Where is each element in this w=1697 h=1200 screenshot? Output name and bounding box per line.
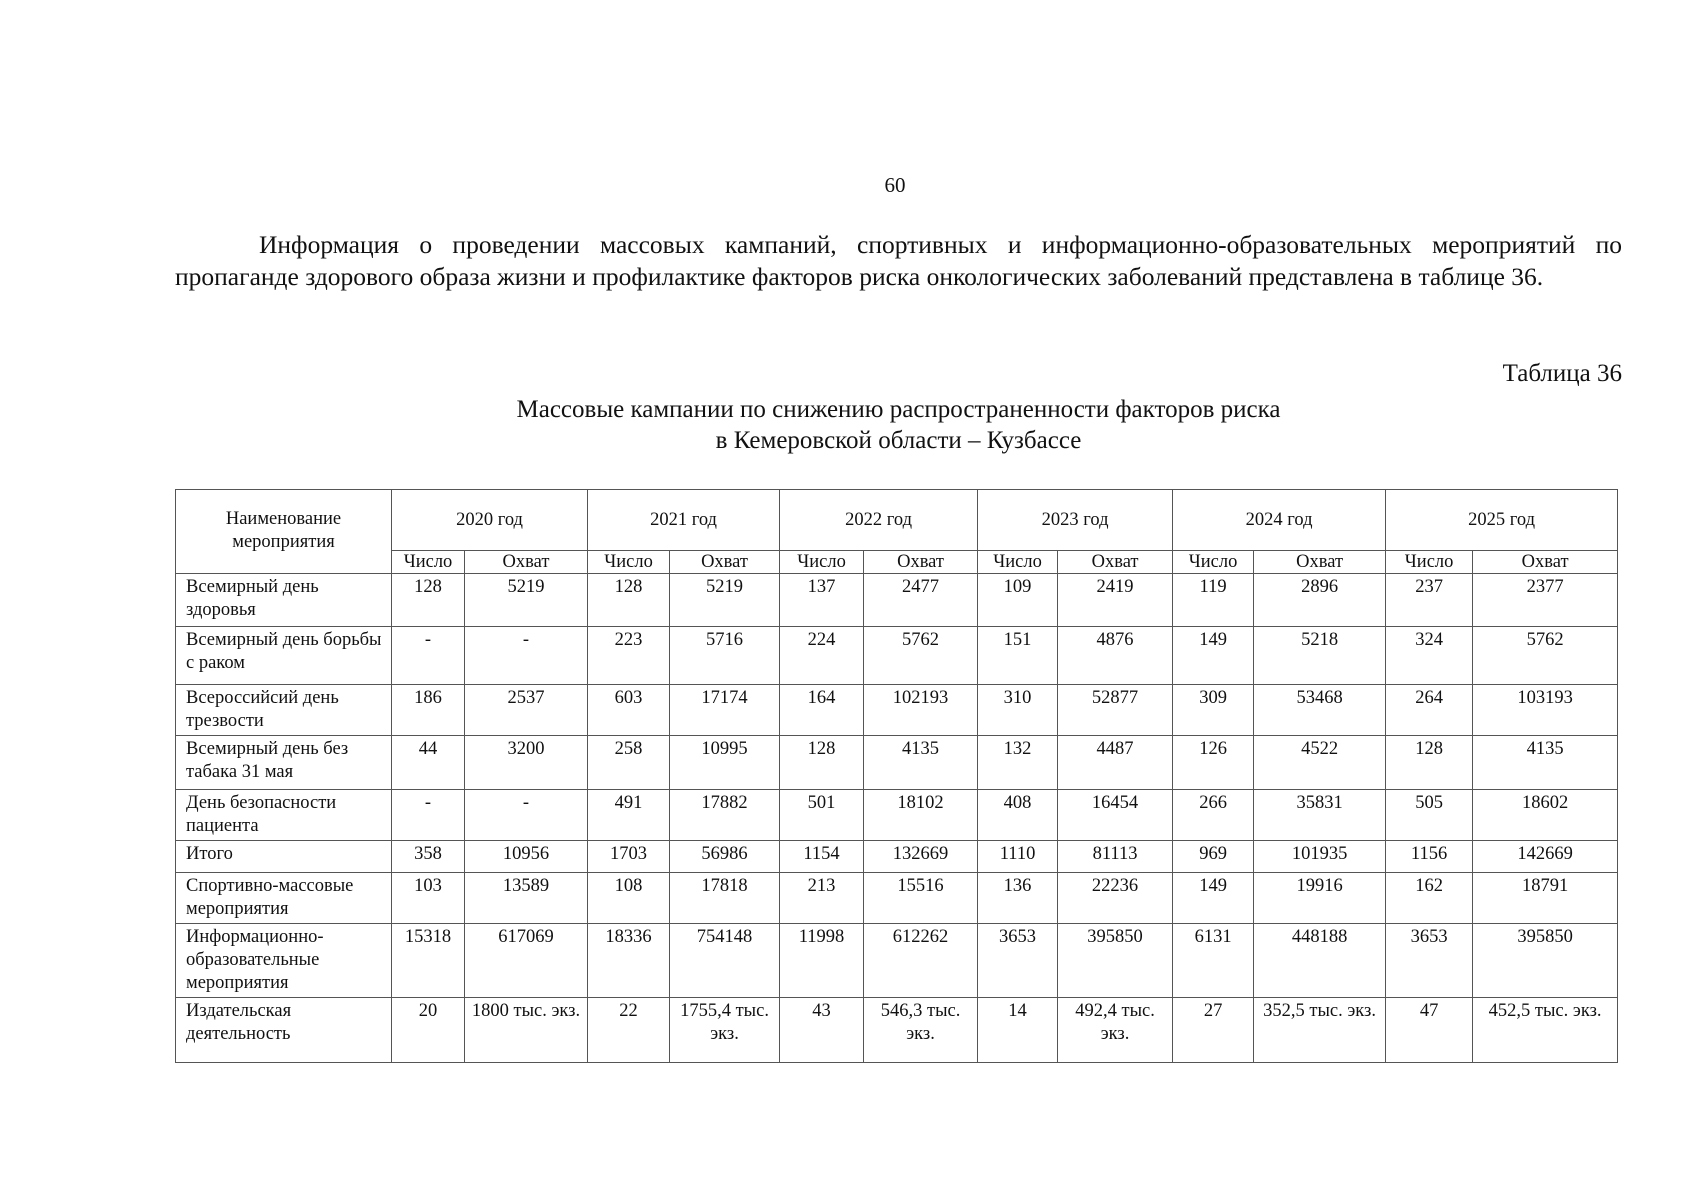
year-header: 2022 год: [780, 490, 978, 551]
count-cell: 309: [1173, 685, 1254, 736]
count-cell: 505: [1386, 790, 1473, 841]
count-cell: 108: [588, 873, 670, 924]
coverage-cell: 352,5 тыс. экз.: [1254, 998, 1386, 1063]
name-column-header: Наименование мероприятия: [176, 490, 392, 574]
coverage-cell: 5762: [864, 627, 978, 685]
count-cell: 27: [1173, 998, 1254, 1063]
coverage-cell: 1800 тыс. экз.: [465, 998, 588, 1063]
count-cell: 310: [978, 685, 1058, 736]
count-cell: 18336: [588, 924, 670, 998]
count-cell: -: [392, 790, 465, 841]
intro-paragraph: Информация о проведении массовых кампаний, спортивных и информационно-образовательных мероприятий по пропаганде здорового образа жизни и профилактике факторов риска онкологических заболеваний представлена в таблице 36.: [175, 230, 1622, 291]
count-cell: 501: [780, 790, 864, 841]
count-cell: 109: [978, 574, 1058, 627]
year-header: 2023 год: [978, 490, 1173, 551]
table-row: [176, 873, 1618, 924]
coverage-cell: 16454: [1058, 790, 1173, 841]
coverage-cell: 35831: [1254, 790, 1386, 841]
coverage-cell: 4876: [1058, 627, 1173, 685]
row-name-cell: Спортивно-массовые мероприятия: [176, 873, 392, 924]
year-header: 2025 год: [1386, 490, 1618, 551]
row-name-cell: Итого: [176, 841, 392, 873]
coverage-cell: 17818: [670, 873, 780, 924]
coverage-cell: 101935: [1254, 841, 1386, 873]
count-cell: 223: [588, 627, 670, 685]
count-cell: 491: [588, 790, 670, 841]
count-cell: 128: [392, 574, 465, 627]
coverage-header: Охват: [1254, 551, 1386, 574]
coverage-cell: 2419: [1058, 574, 1173, 627]
count-cell: 1110: [978, 841, 1058, 873]
coverage-header: Охват: [1058, 551, 1173, 574]
coverage-cell: 4522: [1254, 736, 1386, 790]
coverage-cell: -: [465, 790, 588, 841]
coverage-cell: 4135: [1473, 736, 1618, 790]
count-header: Число: [588, 551, 670, 574]
count-cell: 237: [1386, 574, 1473, 627]
table-body: [176, 574, 1618, 1063]
row-name-cell: Всемирный день здоровья: [176, 574, 392, 627]
count-cell: 186: [392, 685, 465, 736]
count-cell: 15318: [392, 924, 465, 998]
coverage-cell: 2896: [1254, 574, 1386, 627]
count-cell: 136: [978, 873, 1058, 924]
table-row: [176, 841, 1618, 873]
coverage-cell: 22236: [1058, 873, 1173, 924]
coverage-cell: 395850: [1058, 924, 1173, 998]
coverage-cell: 4135: [864, 736, 978, 790]
coverage-cell: 13589: [465, 873, 588, 924]
table-row: [176, 574, 1618, 627]
coverage-cell: 142669: [1473, 841, 1618, 873]
coverage-header: Охват: [864, 551, 978, 574]
table-row: [176, 627, 1618, 685]
count-cell: 128: [588, 574, 670, 627]
coverage-cell: 10995: [670, 736, 780, 790]
count-cell: 137: [780, 574, 864, 627]
coverage-cell: 53468: [1254, 685, 1386, 736]
table-label: Таблица 36: [1502, 360, 1622, 387]
year-header: 2021 год: [588, 490, 780, 551]
row-name-cell: Всемирный день борьбы с раком: [176, 627, 392, 685]
coverage-cell: 81113: [1058, 841, 1173, 873]
count-cell: 324: [1386, 627, 1473, 685]
coverage-cell: 4487: [1058, 736, 1173, 790]
coverage-cell: 103193: [1473, 685, 1618, 736]
coverage-cell: 5762: [1473, 627, 1618, 685]
row-name-cell: Всероссийсий день трезвости: [176, 685, 392, 736]
count-cell: 128: [780, 736, 864, 790]
count-cell: 264: [1386, 685, 1473, 736]
count-cell: 1154: [780, 841, 864, 873]
coverage-cell: 492,4 тыс. экз.: [1058, 998, 1173, 1063]
count-cell: 103: [392, 873, 465, 924]
count-cell: 3653: [978, 924, 1058, 998]
year-header: 2020 год: [392, 490, 588, 551]
count-cell: -: [392, 627, 465, 685]
count-cell: 3653: [1386, 924, 1473, 998]
count-cell: 151: [978, 627, 1058, 685]
coverage-cell: -: [465, 627, 588, 685]
count-header: Число: [1386, 551, 1473, 574]
coverage-cell: 617069: [465, 924, 588, 998]
count-cell: 164: [780, 685, 864, 736]
count-header: Число: [1173, 551, 1254, 574]
coverage-cell: 132669: [864, 841, 978, 873]
table-title-line-2: в Кемеровской области – Кузбассе: [715, 427, 1082, 454]
year-header: 2024 год: [1173, 490, 1386, 551]
count-cell: 266: [1173, 790, 1254, 841]
count-cell: 44: [392, 736, 465, 790]
count-cell: 126: [1173, 736, 1254, 790]
coverage-cell: 18102: [864, 790, 978, 841]
count-cell: 1156: [1386, 841, 1473, 873]
coverage-cell: 10956: [465, 841, 588, 873]
count-cell: 6131: [1173, 924, 1254, 998]
count-cell: 224: [780, 627, 864, 685]
coverage-cell: 612262: [864, 924, 978, 998]
page-number: 60: [884, 173, 906, 197]
table-row: [176, 924, 1618, 998]
count-cell: 149: [1173, 873, 1254, 924]
table-row: [176, 998, 1618, 1063]
count-cell: 128: [1386, 736, 1473, 790]
table-row: [176, 685, 1618, 736]
coverage-cell: 754148: [670, 924, 780, 998]
row-name-cell: Информационно-образовательные мероприятия: [176, 924, 392, 998]
coverage-cell: 2477: [864, 574, 978, 627]
coverage-cell: 17882: [670, 790, 780, 841]
coverage-cell: 5219: [465, 574, 588, 627]
coverage-cell: 18791: [1473, 873, 1618, 924]
row-name-cell: Всемирный день без табака 31 мая: [176, 736, 392, 790]
count-cell: 258: [588, 736, 670, 790]
coverage-cell: 395850: [1473, 924, 1618, 998]
coverage-cell: 1755,4 тыс. экз.: [670, 998, 780, 1063]
coverage-cell: 102193: [864, 685, 978, 736]
count-cell: 149: [1173, 627, 1254, 685]
coverage-cell: 452,5 тыс. экз.: [1473, 998, 1618, 1063]
coverage-header: Охват: [465, 551, 588, 574]
count-header: Число: [392, 551, 465, 574]
coverage-cell: 546,3 тыс. экз.: [864, 998, 978, 1063]
coverage-cell: 56986: [670, 841, 780, 873]
coverage-cell: 3200: [465, 736, 588, 790]
count-cell: 603: [588, 685, 670, 736]
count-cell: 969: [1173, 841, 1254, 873]
coverage-cell: 17174: [670, 685, 780, 736]
count-header: Число: [780, 551, 864, 574]
count-cell: 11998: [780, 924, 864, 998]
count-cell: 162: [1386, 873, 1473, 924]
coverage-cell: 5716: [670, 627, 780, 685]
count-cell: 20: [392, 998, 465, 1063]
coverage-header: Охват: [670, 551, 780, 574]
coverage-cell: 5218: [1254, 627, 1386, 685]
row-name-cell: День безопасности пациента: [176, 790, 392, 841]
count-cell: 14: [978, 998, 1058, 1063]
coverage-cell: 5219: [670, 574, 780, 627]
table-row: [176, 790, 1618, 841]
count-cell: 1703: [588, 841, 670, 873]
count-cell: 22: [588, 998, 670, 1063]
coverage-cell: 448188: [1254, 924, 1386, 998]
campaigns-table: [175, 489, 1618, 1063]
count-cell: 132: [978, 736, 1058, 790]
count-cell: 43: [780, 998, 864, 1063]
table-row: [176, 736, 1618, 790]
coverage-cell: 15516: [864, 873, 978, 924]
count-cell: 213: [780, 873, 864, 924]
count-cell: 358: [392, 841, 465, 873]
coverage-cell: 19916: [1254, 873, 1386, 924]
row-name-cell: Издательская деятельность: [176, 998, 392, 1063]
count-cell: 119: [1173, 574, 1254, 627]
coverage-cell: 18602: [1473, 790, 1618, 841]
coverage-cell: 52877: [1058, 685, 1173, 736]
table-title-line-1: Массовые кампании по снижению распространенности факторов риска: [516, 396, 1281, 423]
count-cell: 408: [978, 790, 1058, 841]
coverage-cell: 2377: [1473, 574, 1618, 627]
count-cell: 47: [1386, 998, 1473, 1063]
count-header: Число: [978, 551, 1058, 574]
table-title: [175, 394, 1622, 456]
coverage-header: Охват: [1473, 551, 1618, 574]
coverage-cell: 2537: [465, 685, 588, 736]
